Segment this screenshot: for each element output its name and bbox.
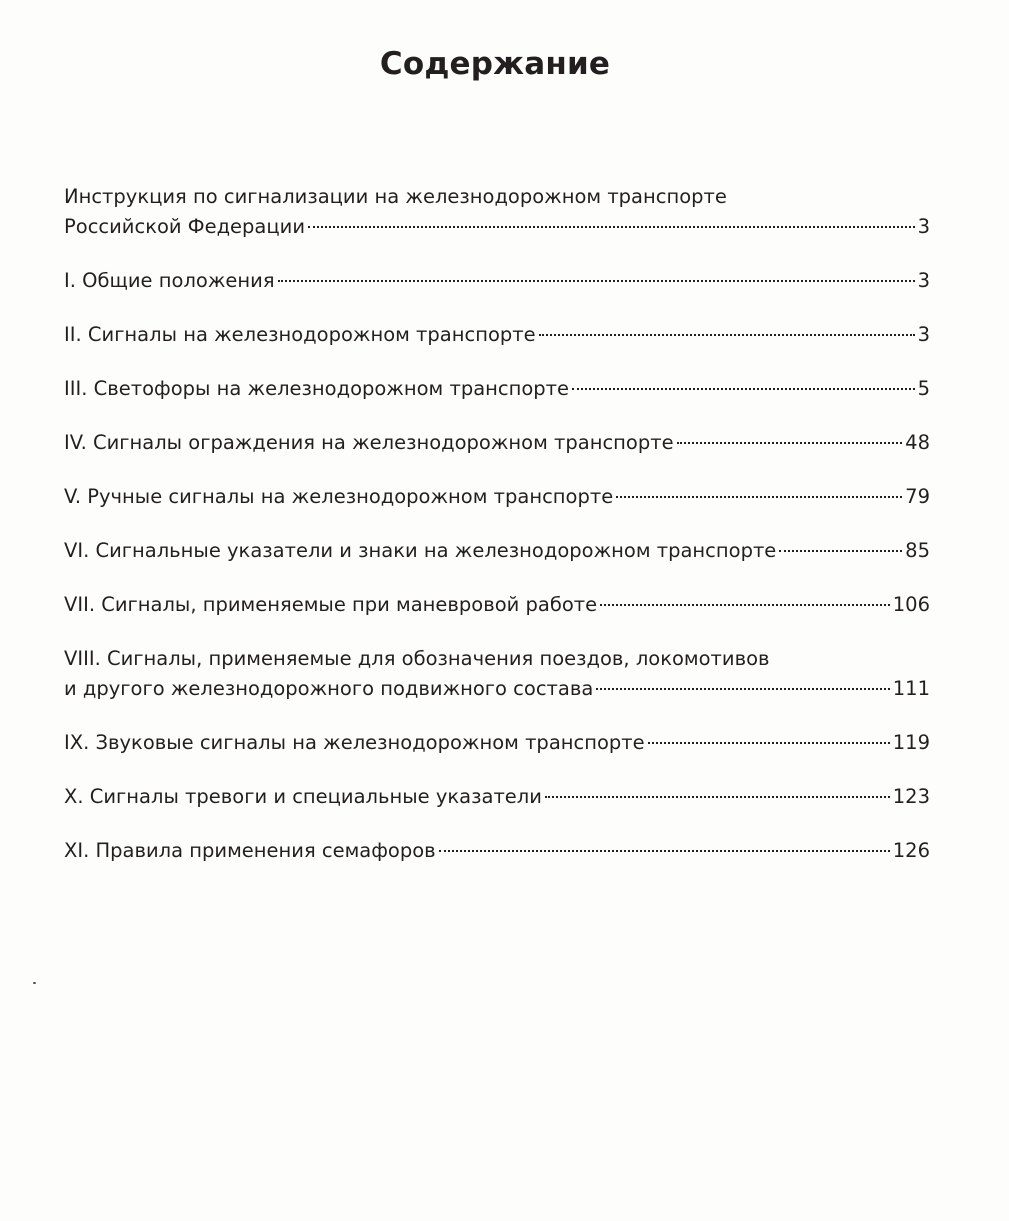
- toc-entry: [64, 536, 930, 566]
- dot-leader: [648, 742, 890, 744]
- page-title: Содержание: [379, 46, 611, 82]
- toc-page-number: 106: [892, 593, 930, 616]
- toc-entry-line: VIII. Сигналы, применяемые для обозначения поездов, локомотивов: [64, 647, 770, 670]
- toc-entry-line: Инструкция по сигнализации на железнодорожном транспорте: [64, 185, 727, 208]
- toc-page-number: 119: [892, 731, 930, 754]
- toc-page-number: 3: [917, 323, 930, 346]
- toc-entry-line: II. Сигналы на железнодорожном транспорте: [64, 323, 536, 346]
- toc-page-number: 3: [917, 269, 930, 292]
- toc-entry-line: VII. Сигналы, применяемые при маневровой работе: [64, 593, 598, 616]
- toc-entry-line: и другого железнодорожного подвижного состава: [64, 677, 594, 700]
- toc-entry: [64, 182, 930, 242]
- paper-speck: [33, 982, 36, 984]
- toc-entry: [64, 482, 930, 512]
- toc-page-number: 79: [905, 485, 930, 508]
- toc-entry: [64, 782, 930, 812]
- dot-leader: [779, 550, 902, 552]
- toc-entry-line: VI. Сигнальные указатели и знаки на железнодорожном транспорте: [64, 539, 777, 562]
- toc-page-number: 126: [892, 839, 930, 862]
- dot-leader: [545, 796, 890, 798]
- dot-leader: [596, 688, 889, 690]
- toc-entry-line: X. Сигналы тревоги и специальные указатели: [64, 785, 542, 808]
- toc-entry-line: V. Ручные сигналы на железнодорожном транспорте: [64, 485, 614, 508]
- toc-entry: [64, 644, 930, 704]
- toc-page-number: 111: [892, 677, 930, 700]
- dot-leader: [600, 604, 890, 606]
- dot-leader: [572, 388, 915, 390]
- toc-entry: [64, 728, 930, 758]
- table-of-contents: [64, 182, 930, 866]
- dot-leader: [539, 334, 915, 336]
- toc-page-number: 3: [917, 215, 930, 238]
- toc-entry: [64, 590, 930, 620]
- toc-entry: [64, 320, 930, 350]
- toc-entry-line: Российской Федерации: [64, 215, 305, 238]
- dot-leader: [308, 226, 915, 228]
- dot-leader: [439, 850, 890, 852]
- dot-leader: [278, 280, 915, 282]
- toc-entry: [64, 374, 930, 404]
- toc-page-number: 123: [892, 785, 930, 808]
- toc-page-number: 85: [905, 539, 930, 562]
- toc-entry: [64, 266, 930, 296]
- toc-entry-line: IV. Сигналы ограждения на железнодорожном транспорте: [64, 431, 674, 454]
- toc-entry-line: IX. Звуковые сигналы на железнодорожном транспорте: [64, 731, 645, 754]
- toc-entry: [64, 836, 930, 866]
- toc-entry-line: III. Светофоры на железнодорожном транспорте: [64, 377, 570, 400]
- dot-leader: [677, 442, 903, 444]
- dot-leader: [616, 496, 902, 498]
- toc-entry-line: XI. Правила применения семафоров: [64, 839, 436, 862]
- toc-page-number: 5: [917, 377, 930, 400]
- toc-entry-line: I. Общие положения: [64, 269, 275, 292]
- toc-page-number: 48: [905, 431, 930, 454]
- toc-entry: [64, 428, 930, 458]
